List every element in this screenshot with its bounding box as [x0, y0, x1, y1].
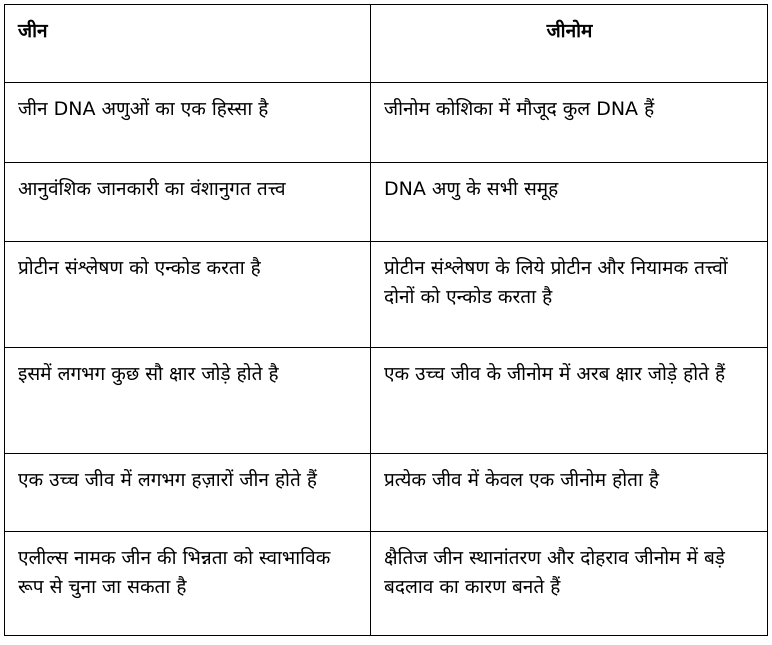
genome-cell: क्षैतिज जीन स्थानांतरण और दोहराव जीनोम में बड़े बदलाव का कारण बनते हैं	[371, 532, 768, 636]
table-row	[5, 163, 768, 242]
table-row	[5, 83, 768, 163]
table-header-row	[5, 5, 768, 83]
genome-cell: जीनोम कोशिका में मौजूद कुल DNA हैं	[371, 83, 768, 163]
table-row	[5, 532, 768, 636]
gene-cell: इसमें लगभग कुछ सौ क्षार जोड़े होते है	[5, 348, 371, 454]
gene-cell: आनुवंशिक जानकारी का वंशानुगत तत्त्व	[5, 163, 371, 242]
gene-genome-comparison-table	[4, 4, 768, 636]
genome-cell: प्रत्येक जीव में केवल एक जीनोम होता है	[371, 454, 768, 532]
gene-cell: एलील्स नामक जीन की भिन्नता को स्वाभाविक रूप से चुना जा सकता है	[5, 532, 371, 636]
header-gene: जीन	[5, 5, 371, 83]
genome-cell: DNA अणु के सभी समूह	[371, 163, 768, 242]
gene-cell: एक उच्च जीव में लगभग हज़ारों जीन होते हैं	[5, 454, 371, 532]
gene-cell: जीन DNA अणुओं का एक हिस्सा है	[5, 83, 371, 163]
genome-cell: प्रोटीन संश्लेषण के लिये प्रोटीन और नियामक तत्त्वों दोनों को एन्कोड करता है	[371, 242, 768, 348]
table-row	[5, 242, 768, 348]
genome-cell: एक उच्च जीव के जीनोम में अरब क्षार जोड़े होते हैं	[371, 348, 768, 454]
header-genome: जीनोम	[371, 5, 768, 83]
table-row	[5, 348, 768, 454]
table-row	[5, 454, 768, 532]
gene-cell: प्रोटीन संश्लेषण को एन्कोड करता है	[5, 242, 371, 348]
